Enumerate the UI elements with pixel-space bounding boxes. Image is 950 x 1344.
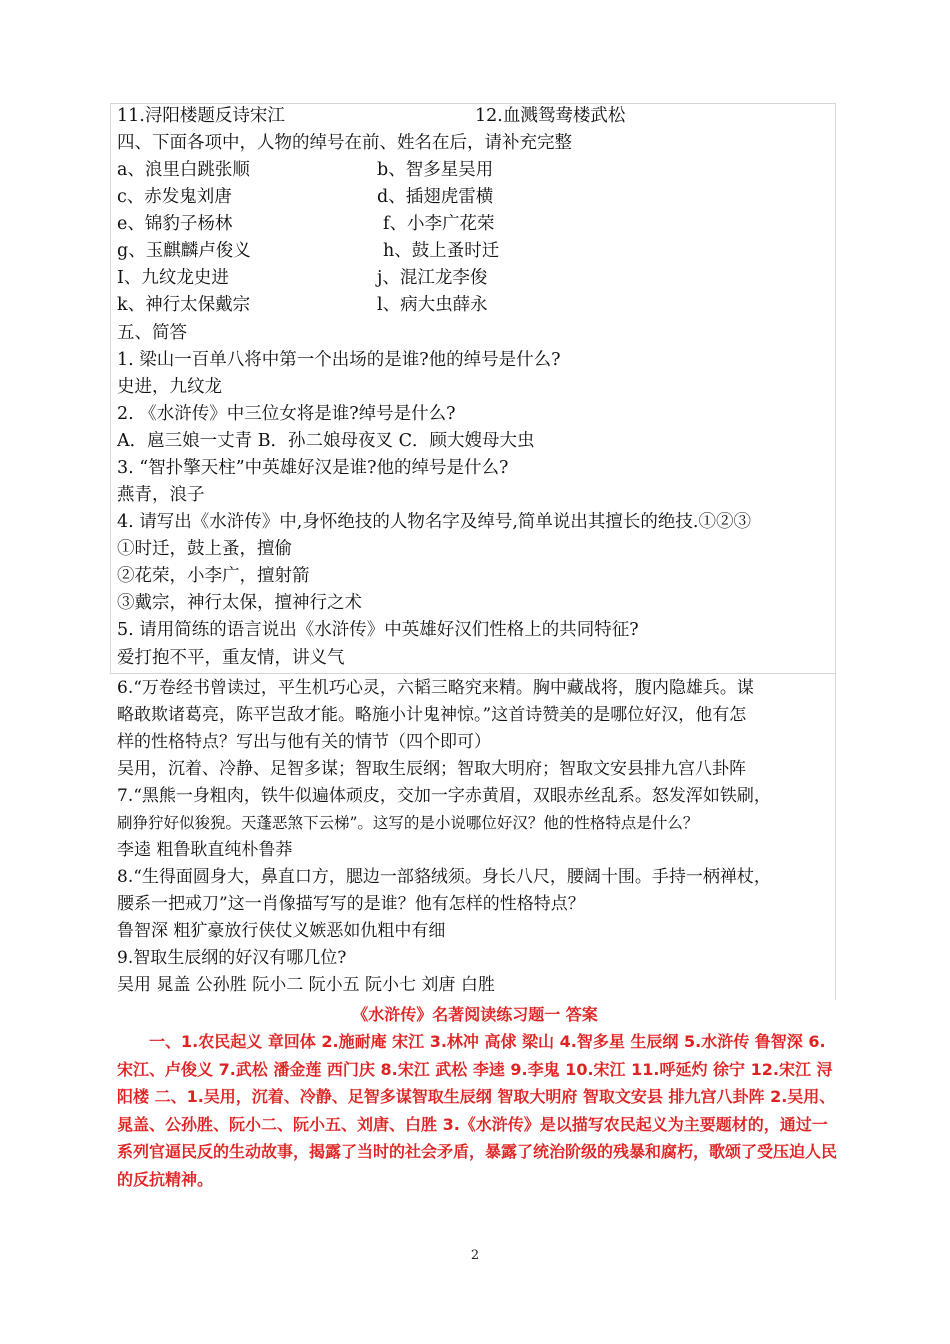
answers-body: 一、1.农民起义 章回体 2.施耐庵 宋江 3.林冲 高俅 梁山 4.智多星 生辰纲 5.水浒传 鲁智深 6.宋江、卢俊义 7.武松 潘金莲 西门庆 8.宋江 武松 李逵 9.李鬼 10.宋江 11.呼延灼 徐宁 12.宋江 浔阳楼 二、1.吴用，沉着、冷静、足智多谋智取生辰纲 智取大明府 智取文安县 排九宫八卦阵 2.吴用、晁盖、公孙胜、阮小二、阮小五、刘唐、白胜 3.《水浒传》是以描写农民起义为主要题材的，通过一系列官逼民反的生动故事，揭露了当时的社会矛盾，暴露了统治阶级的残暴和腐朽，歌颂了受压迫人民的反抗精神。: [117, 1032, 838, 1189]
answer-line: ②花荣，小李广，擅射箭: [117, 566, 310, 586]
answer-line: 爱打抱不平，重友情，讲义气: [117, 648, 345, 668]
question-line: 样的性格特点？写出与他有关的情节（四个即可）: [117, 732, 491, 752]
question-line: 4. 请写出《水浒传》中,身怀绝技的人物名字及绰号,简单说出其擅长的绝技.①②③: [117, 512, 751, 532]
answer-line: 史进，九纹龙: [117, 377, 222, 397]
question-line: 9.智取生辰纲的好汉有哪几位?: [117, 948, 347, 968]
pair-left: k、神行太保戴宗: [117, 295, 251, 315]
question-line: 6.“万卷经书曾读过，平生机巧心灵，六韬三略究来精。胸中藏战将，腹内隐雄兵。谋: [117, 678, 754, 698]
pair-left: c、赤发鬼刘唐: [117, 187, 232, 207]
answer-line: 李逵 粗鲁耿直纯朴鲁莽: [117, 840, 293, 860]
pair-right: b、智多星吴用: [377, 160, 494, 180]
question-line: 7.“黑熊一身粗肉，铁牛似遍体顽皮，交加一字赤黄眉，双眼赤丝乱系。怒发浑如铁刷，: [117, 786, 771, 806]
question-line: 略敢欺诸葛亮，陈平岂敌才能。略施小计鬼神惊。”这首诗赞美的是哪位好汉，他有怎: [117, 705, 747, 725]
question-line: 刷狰狞好似狻猊。天蓬恶煞下云梯”。这写的是小说哪位好汉？他的性格特点是什么？: [117, 814, 699, 832]
pair-left: I、九纹龙史进: [117, 268, 229, 288]
question-line: 2. 《水浒传》中三位女将是谁?绰号是什么?: [117, 404, 456, 424]
answer-line: A．扈三娘一丈青 B．孙二娘母夜叉 C．顾大嫂母大虫: [117, 431, 535, 451]
pair-right: h、鼓上蚤时迁: [383, 241, 500, 261]
pair-right: l、病大虫薛永: [377, 295, 488, 315]
question-line: 3. “智扑擎天柱”中英雄好汉是谁?他的绰号是什么?: [117, 458, 509, 478]
question-line: 腰系一把戒刀”这一肖像描写写的是谁？他有怎样的性格特点？: [117, 894, 585, 914]
answer-line: ①时迁，鼓上蚤，擅偷: [117, 539, 292, 559]
item-12: 12.血溅鸳鸯楼武松: [475, 106, 626, 126]
answer-line: 吴用 晁盖 公孙胜 阮小二 阮小五 阮小七 刘唐 白胜: [117, 975, 495, 995]
pair-left: a、浪里白跳张顺: [117, 160, 250, 180]
question-line: 8.“生得面圆身大，鼻直口方，腮边一部貉绒须。身长八尺，腰阔十围。手持一柄禅杖，: [117, 867, 771, 887]
section4-title: 四、下面各项中，人物的绰号在前、姓名在后，请补充完整: [117, 133, 572, 153]
question-line: 5. 请用简练的语言说出《水浒传》中英雄好汉们性格上的共同特征?: [117, 620, 639, 640]
answer-line: 鲁智深 粗犷豪放行侠仗义嫉恶如仇粗中有细: [117, 921, 446, 941]
page-number: 2: [470, 1248, 480, 1263]
pair-left: g、玉麒麟卢俊义: [117, 241, 251, 261]
answer-line: 吴用，沉着、冷静、足智多谋；智取生辰纲；智取大明府；智取文安县排九宫八卦阵: [117, 759, 746, 779]
pair-right: f、小李广花荣: [383, 214, 495, 234]
answer-line: 燕青，浪子: [117, 485, 205, 505]
answer-line: ③戴宗，神行太保，擅神行之术: [117, 593, 362, 613]
pair-right: d、插翅虎雷横: [377, 187, 494, 207]
question-line: 1. 梁山一百单八将中第一个出场的是谁?他的绰号是什么?: [117, 350, 561, 370]
pair-left: e、锦豹子杨林: [117, 214, 233, 234]
answers-title: 《水浒传》名著阅读练习题一 答案: [352, 1005, 598, 1024]
section5-title: 五、简答: [117, 323, 187, 343]
pair-right: j、混江龙李俊: [377, 268, 488, 288]
item-11: 11.浔阳楼题反诗宋江: [117, 106, 285, 126]
